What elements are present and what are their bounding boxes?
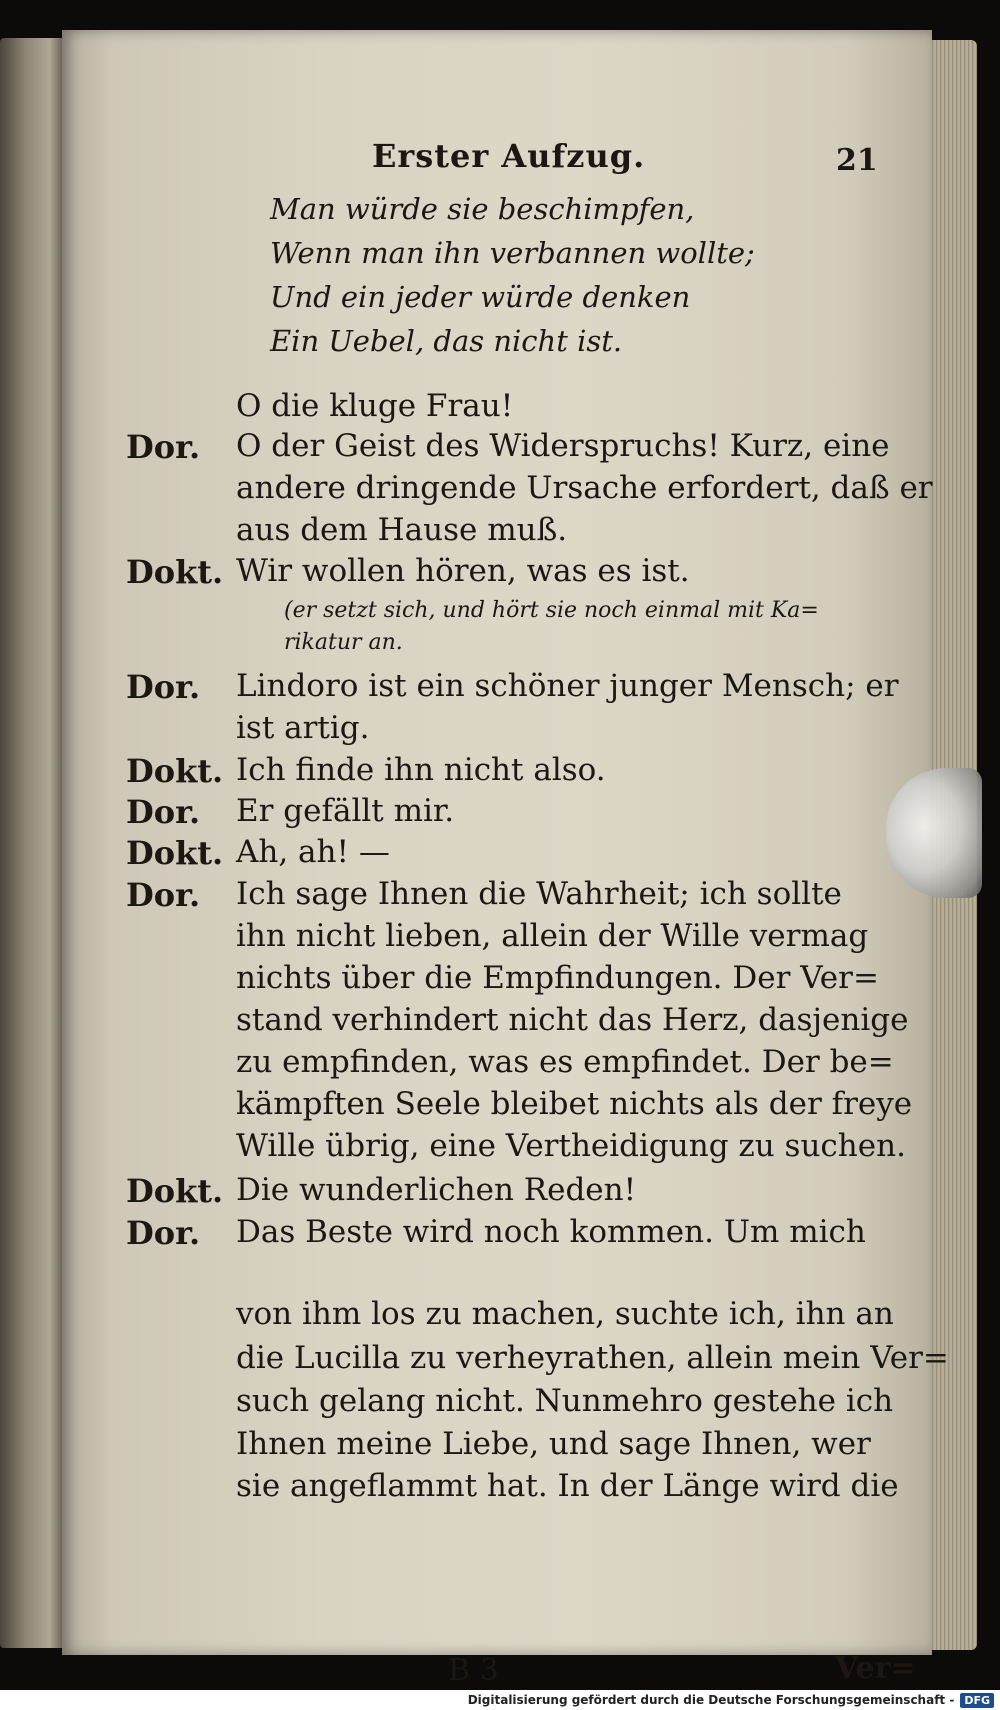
dialogue-line: Das Beste wird noch kommen. Um mich: [236, 1214, 866, 1250]
speaker-label: Dokt.: [126, 1172, 224, 1210]
speaker-label: Dokt.: [126, 752, 224, 790]
running-header: Erster Aufzug.: [372, 137, 646, 175]
dialogue-line: Ah, ah! —: [236, 834, 390, 870]
dialogue-line: O der Geist des Widerspruchs! Kurz, eine: [236, 428, 890, 464]
stage-direction: (er setzt sich, und hört sie noch einmal mit Ka=: [284, 598, 819, 623]
footer-credit: Digitalisierung gefördert durch die Deutsche Forschungsgemeinschaft -: [467, 1693, 955, 1707]
dialogue-line: O die kluge Frau!: [236, 388, 514, 424]
speaker-label: Dor.: [126, 793, 201, 831]
dialogue-line: von ihm los zu machen, suchte ich, ihn an: [236, 1296, 894, 1332]
footer-bar: [0, 1690, 1000, 1710]
dialogue-line: Wille übrig, eine Vertheidigung zu suchen.: [236, 1128, 906, 1164]
dialogue-line: Ihnen meine Liebe, und sage Ihnen, wer: [236, 1426, 871, 1462]
dialogue-line: Er gefällt mir.: [236, 793, 455, 829]
stage-direction: rikatur an.: [284, 630, 403, 655]
speaker-label: Dor.: [126, 876, 201, 914]
dialogue-line: Die wunderlichen Reden!: [236, 1172, 637, 1208]
dialogue-line: sie angeflammt hat. In der Länge wird die: [236, 1468, 899, 1504]
book-scan: [0, 30, 1000, 1688]
dialogue-line: zu empfinden, was es empfindet. Der be=: [236, 1044, 894, 1080]
dialogue-line: ihn nicht lieben, allein der Wille vermag: [236, 918, 869, 954]
dialogue-line: kämpften Seele bleibet nichts als der freye: [236, 1086, 913, 1122]
dialogue-line: Wir wollen hören, was es ist.: [236, 553, 690, 589]
dialogue-line: Ich finde ihn nicht also.: [236, 752, 606, 788]
catchword: Ver=: [835, 1651, 916, 1686]
dialogue-line: die Lucilla zu verheyrathen, allein mein Ver=: [236, 1340, 949, 1376]
speaker-label: Dokt.: [126, 834, 224, 872]
dialogue-line: Lindoro ist ein schöner junger Mensch; er: [236, 668, 899, 704]
verse-line: Man würde sie beschimpfen,: [270, 192, 695, 226]
dialogue-line: andere dringende Ursache erfordert, daß er: [236, 470, 933, 506]
signature-mark: B 3: [448, 1653, 499, 1688]
speaker-label: Dor.: [126, 1214, 201, 1252]
page-number: 21: [836, 143, 878, 178]
dialogue-line: aus dem Hause muß.: [236, 512, 568, 548]
dialogue-line: ist artig.: [236, 710, 370, 746]
verse-line: Ein Uebel, das nicht ist.: [270, 324, 623, 358]
verse-line: Wenn man ihn verbannen wollte;: [270, 236, 755, 270]
dfg-logo: DFG: [960, 1693, 994, 1708]
dialogue-line: stand verhindert nicht das Herz, dasjenige: [236, 1002, 909, 1038]
speaker-label: Dor.: [126, 428, 201, 466]
speaker-label: Dokt.: [126, 553, 224, 591]
previous-page-edge: [0, 38, 62, 1648]
dialogue-line: Ich sage Ihnen die Wahrheit; ich sollte: [236, 876, 842, 912]
verse-line: Und ein jeder würde denken: [270, 280, 691, 314]
speaker-label: Dor.: [126, 668, 201, 706]
dialogue-line: nichts über die Empfindungen. Der Ver=: [236, 960, 879, 996]
dialogue-line: such gelang nicht. Nunmehro gestehe ich: [236, 1383, 894, 1419]
